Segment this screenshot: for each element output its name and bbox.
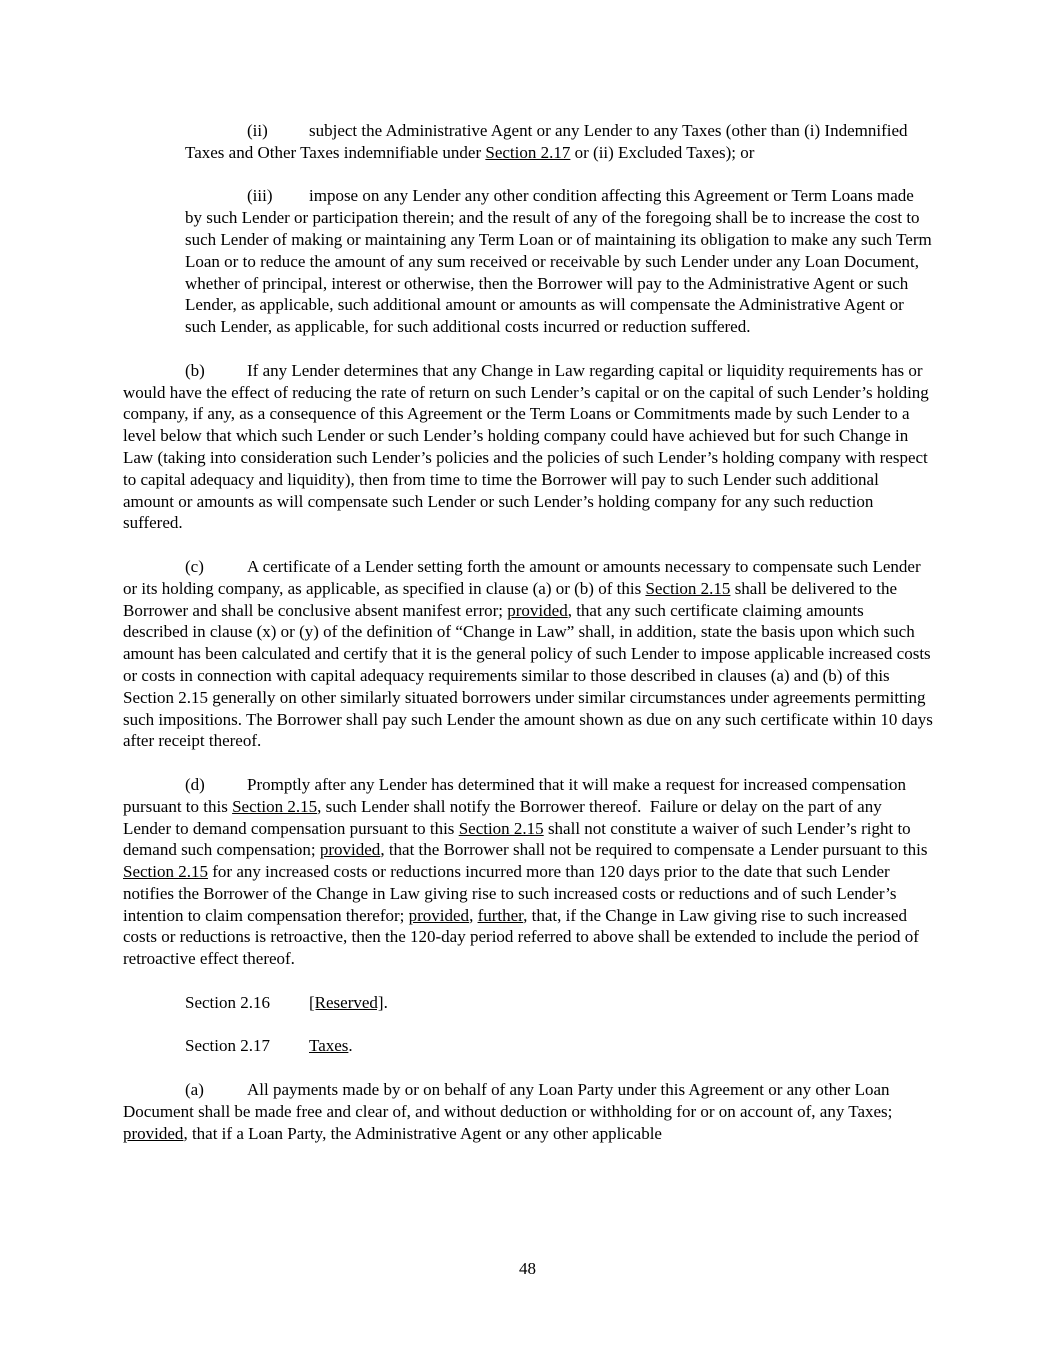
underlined-text: Taxes [309,1036,349,1056]
clause-iii-paragraph [185,185,936,338]
paragraph-label: (b) [185,360,205,380]
text-segment: impose on any Lender any other condition affecting this Agreement or Term Loans made by such Lender or participation therein; and the result of any of the foregoing shall be to increase the cost to such Lender of making or maintaining any Term Loan or of maintaining its obligation to make any such Term Loan or to reduce the amount of any sum received or receivable by such Lender under any Loan Document, whether of principal, interest or otherwise, then the Borrower will pay to the Administrative Agent or such Lender, as applicable, such additional amount or amounts as will compensate the Administrative Agent or such Lender, as applicable, for such additional costs incurred or reduction suffered. [185,186,936,337]
paragraph-label: (iii) [247,186,273,206]
underlined-text: Section 2.15 [645,578,731,598]
text-segment: subject the Administrative Agent or any Lender to any Taxes (other than (i) Indemnified Taxes and Other Taxes indemnifiable under [185,121,912,162]
text-segment: or (ii) Excluded Taxes); or [570,142,755,162]
text-segment: All payments made by or on behalf of any Loan Party under this Agreement or any other Loan Document shall be made free and clear of, and without deduction or withholding for or on account of, any Taxes; [123,1080,897,1121]
text-segment: , that the Borrower shall not be required to compensate a Lender pursuant to this [380,840,932,860]
text-segment: . [383,992,388,1012]
text-segment: If any Lender determines that any Change in Law regarding capital or liquidity requirements has or would have the effect of reducing the rate of return on such Lender’s capital or on the capital of such Lender’s holding company, if any, as a consequence of this Agreement or the Term Loans or Commitments made by such Lender to a level below that which such Lender or such Lender’s holding company could have achieved but for such Change in Law (taking into consideration such Lender’s policies and the policies of such Lender’s holding company with respect to capital adequacy and liquidity), then from time to time the Borrower will pay to such Lender such additional amount or amounts as will compensate such Lender or such Lender’s holding company for any such reduction suffered. [123,360,934,533]
text-segment: , that any such certificate claiming amounts described in clause (x) or (y) of the definition of “Change in Law” shall, in addition, state the basis upon which such amount has been calculated and certify that it is the general policy of such Lender to impose applicable increased costs or costs in connection with capital adequacy requirements similar to those described in clauses (a) and (b) of this Section 2.15 generally on other similarly situated borrowers under similar circumstances under agreements permitting such impositions. The Borrower shall pay such Lender the amount shown as due on any such certificate within 10 days after receipt thereof. [123,600,938,751]
text-segment: A certificate of a Lender setting forth the amount or amounts necessary to compensate such Lender or its holding company, as applicable, as specified in clause (a) or (b) of this [123,556,925,598]
underlined-text: Section 2.15 [123,862,208,882]
text-segment: , such Lender shall notify the Borrower thereof. Failure or delay on the part of any Lender to demand compensation pursuant to this [123,796,886,838]
paragraph-label: (ii) [247,121,268,140]
paragraph-b [123,360,933,534]
paragraph-label: Section 2.16 [185,992,270,1012]
paragraph-c [123,556,938,752]
underlined-text: [Reserved] [309,992,384,1012]
clause-ii-paragraph [185,120,933,164]
paragraph-a [123,1079,933,1144]
text-segment: for any increased costs or reductions incurred more than 120 days prior to the date that such Lender notifies the Borrower of the Change in Law giving rise to such increased costs or reductions and of such Lender’s intention to claim compensation therefor; [123,862,901,925]
text-segment: , that if a Loan Party, the Administrative Agent or any other applicable [183,1123,662,1143]
underlined-text: further [477,905,524,925]
paragraph-d [123,774,933,970]
page-content [123,120,938,1166]
section-2-17-heading [123,1035,933,1057]
paragraph-label: Section 2.17 [185,1036,270,1056]
text-segment: shall not constitute a waiver of such Lender’s right to demand such compensation; [123,818,915,860]
text-segment: , [469,905,478,925]
page-number: 48 [519,1259,536,1278]
underlined-text: provided [408,905,470,925]
underlined-text: provided [123,1123,184,1143]
paragraph-label: (d) [185,774,205,794]
text-segment: Promptly after any Lender has determined that it will make a request for increased compensation pursuant to this [123,774,911,816]
text-segment: , that, if the Change in Law giving rise to such increased costs or reductions is retroactive, then the 120-day period referred to above shall be extended to include the period of retroactive effect thereof. [123,905,924,969]
paragraph-label: (c) [185,556,204,576]
underlined-text: Section 2.15 [458,818,544,838]
section-2-16-heading [123,992,933,1014]
underlined-text: provided [319,840,381,860]
underlined-text: Section 2.15 [232,796,318,816]
text-segment: shall be delivered to the Borrower and shall be conclusive absent manifest error; [123,578,902,620]
underlined-text: Section 2.17 [485,142,571,162]
underlined-text: provided [507,600,568,620]
paragraph-label: (a) [185,1080,204,1100]
text-segment: . [348,1036,353,1056]
